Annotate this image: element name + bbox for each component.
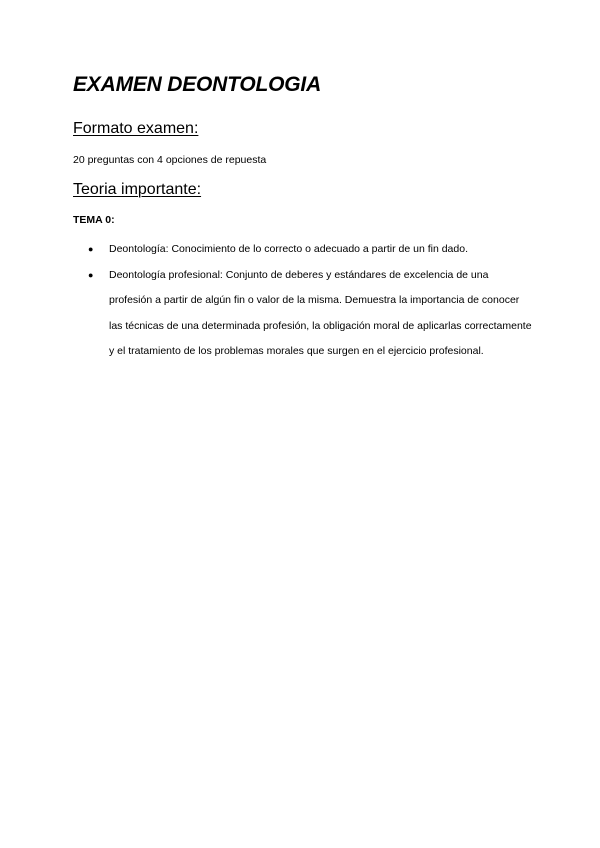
bullet-icon: ●: [88, 244, 94, 254]
tema-label: TEMA 0:: [73, 214, 115, 226]
formato-text: 20 preguntas con 4 opciones de repuesta: [73, 154, 267, 166]
list-item: [73, 263, 533, 365]
bullet-text: Deontología profesional: Conjunto de deberes y estándares de excelencia de una profesión a partir de algún fin o valor de la misma. Demuestra la importancia de conocer las técnicas de una determinada profesión, la obligación moral de aplicarlas correctamente y el tratamiento de los problemas morales que surgen en el ejercicio profesional.: [109, 268, 532, 357]
teoria-heading: Teoria importante:: [73, 181, 202, 198]
bullet-text: Deontología: Conocimiento de lo correcto o adecuado a partir de un fin dado.: [109, 243, 468, 255]
list-item: [73, 237, 533, 263]
document-title: EXAMEN DEONTOLOGIA: [73, 73, 322, 96]
formato-heading: Formato examen:: [73, 120, 199, 137]
bullet-icon: ●: [88, 269, 94, 280]
bullet-list: [73, 237, 533, 365]
